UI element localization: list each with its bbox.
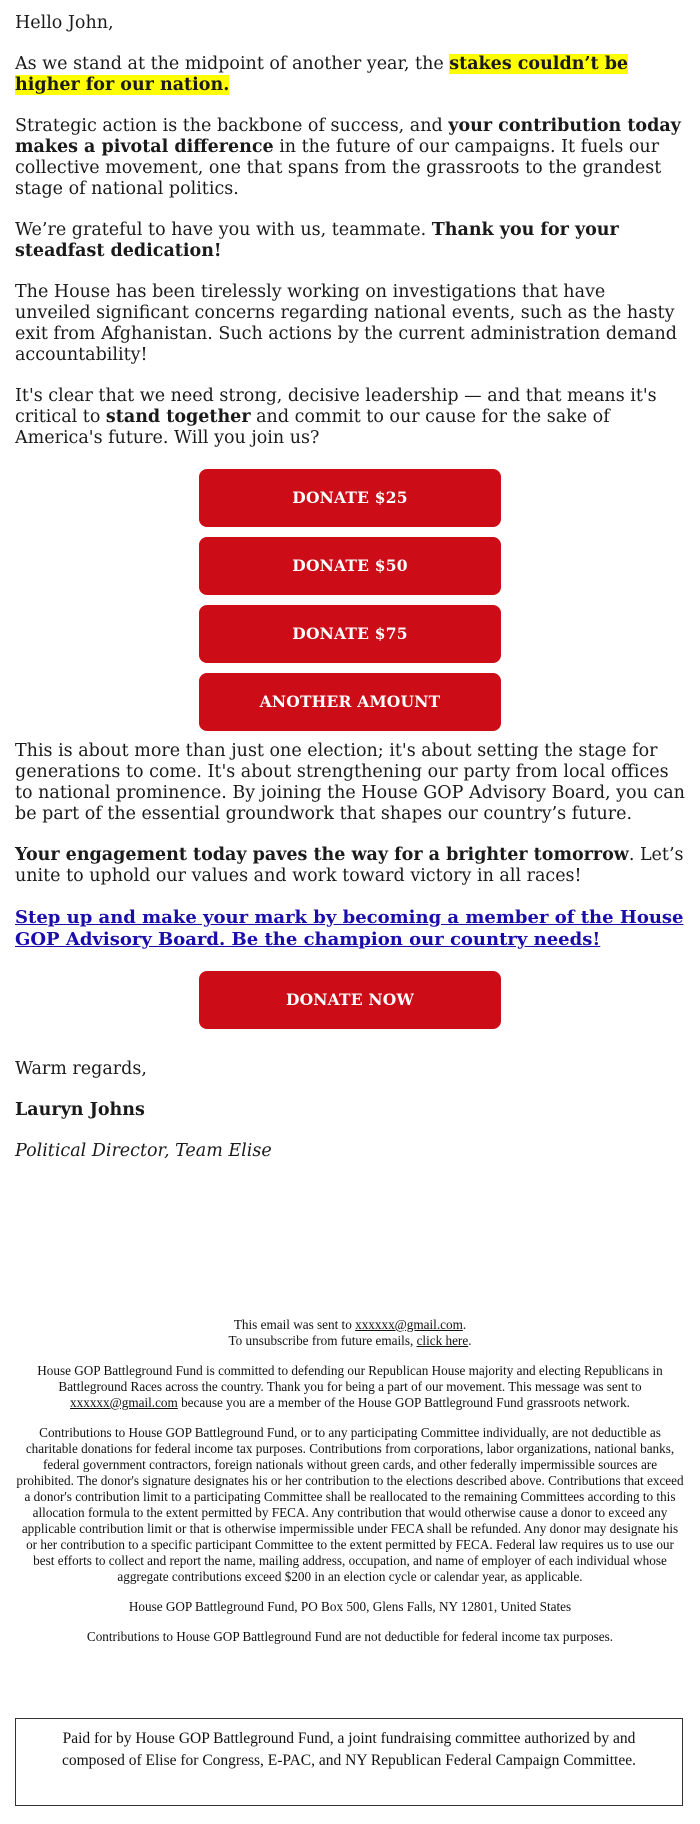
paragraph-stakes [15, 54, 685, 96]
another-amount-button[interactable]: ANOTHER AMOUNT [199, 673, 501, 731]
advisory-board-link[interactable]: Step up and make your mark by becoming a member of the House GOP Advisory Board. Be the champion our country needs! [15, 907, 684, 950]
footer-address: House GOP Battleground Fund, PO Box 500, Glens Falls, NY 12801, United States [128, 1599, 572, 1614]
paragraph-engagement-bold: Your engagement today paves the way for a brighter tomorrow [15, 845, 629, 865]
donate-now-button[interactable]: DONATE NOW [199, 971, 501, 1029]
paragraph-investigations: The House has been tirelessly working on investigations that have unveiled significant concerns regarding national events, such as the hasty exit from Afghanistan. Such actions by the current administration demand accountability! [15, 282, 677, 365]
paragraph-strategic-text-2: in the future of our campaigns. It fuels our collective movement, one that spans from the grassroots to the grandest stage of national politics. [15, 137, 662, 199]
footer-sent-to-prefix: This email was sent to [233, 1317, 356, 1332]
paragraph-grateful-text: We’re grateful to have you with us, teammate. [15, 220, 432, 240]
greeting: Hello John, [15, 13, 114, 33]
footer-committed-text-2: because you are a member of the House GOP Battleground Fund grassroots network. [177, 1395, 630, 1410]
cta-paragraph [15, 907, 685, 951]
email-body [15, 13, 685, 1182]
paragraph-leadership-text-2: and commit to our cause for the sake of America's future. Will you join us? [15, 407, 610, 448]
paragraph-strategic [15, 116, 685, 200]
paragraph-generations: This is about more than just one election; it's about setting the stage for generations to come. It's about strengthening our party from local offices to national prominence. By joining the House GOP Advisory Board, you can be part of the essential groundwork that shapes our country’s future. [15, 741, 685, 824]
donate-button-group [15, 469, 685, 731]
footer-not-deductible: Contributions to House GOP Battleground Fund are not deductible for federal income tax purposes. [86, 1629, 614, 1644]
paragraph-grateful [15, 220, 685, 262]
highlighted-stakes: stakes couldn’t be higher for our nation. [15, 54, 629, 95]
donate-75-button[interactable]: DONATE $75 [199, 605, 501, 663]
paragraph-leadership-text-1: It's clear that we need strong, decisive leadership — and that means it's critical to [15, 386, 657, 427]
footer-committed-email-link[interactable]: xxxxxx@gmail.com [70, 1395, 178, 1410]
footer-sent-to-suffix: . [462, 1317, 467, 1332]
footer-unsubscribe-suffix: . [468, 1333, 472, 1348]
footer-committed [15, 1363, 685, 1411]
footer-committed-text-1: House GOP Battleground Fund is committed to defending our Republican House majority and electing Republicans in Battleground Races across the country. Thank you for being a part of our movement. This message was sent to [37, 1363, 663, 1394]
donate-50-button[interactable]: DONATE $50 [199, 537, 501, 595]
paragraph-engagement-text: . Let’s unite to uphold our values and work toward victory in all races! [15, 845, 684, 886]
paragraph-strategic-text-1: Strategic action is the backbone of success, and [15, 116, 449, 136]
paragraph-strategic-bold: your contribution today makes a pivotal difference [15, 116, 681, 157]
footer-email-link[interactable]: xxxxxx@gmail.com [355, 1317, 463, 1332]
paragraph-engagement [15, 845, 685, 887]
donate-now-wrap [15, 971, 685, 1029]
signer-title: Political Director, Team Elise [15, 1141, 272, 1161]
paragraph-grateful-bold: Thank you for your steadfast dedication! [15, 220, 619, 261]
unsubscribe-link[interactable]: click here [416, 1333, 469, 1348]
closing: Warm regards, [15, 1059, 147, 1079]
paid-for-disclaimer: Paid for by House GOP Battleground Fund, a joint fundraising committee authorized by and composed of Elise for Congress, E-PAC, and NY Republican Federal Campaign Committee. [15, 1718, 683, 1806]
email-footer [15, 1317, 685, 1659]
donate-25-button[interactable]: DONATE $25 [199, 469, 501, 527]
footer-contributions: Contributions to House GOP Battleground Fund, or to any participating Committee individually, are not deductible as charitable donations for federal income tax purposes. Contributions from corporations, labor organizations, national banks, federal government contractors, foreign nationals without green cards, and other federally impermissible sources are prohibited. The donor's signature designates his or her contribution to the elections described above. Contributions that exceed a donor's contribution limit to a participating Committee shall be reallocated to the remaining Committees according to this allocation formula to the extent permitted by FECA. Any contribution that would otherwise cause a donor to exceed any applicable contribution limit or that is otherwise impermissible under FECA shall be refunded. Any donor may designate his or her contribution to a specific participant Committee to the extent permitted by FECA. Federal law requires us to use our best efforts to collect and report the name, mailing address, occupation, and name of employer of each individual whose aggregate contributions exceed $200 in an election cycle or calendar year, as applicable. [16, 1425, 684, 1584]
paragraph-leadership [15, 386, 685, 449]
footer-unsubscribe-prefix: To unsubscribe from future emails, [228, 1333, 417, 1348]
paragraph-stakes-text: As we stand at the midpoint of another year, the [15, 54, 450, 74]
footer-sent-to [15, 1317, 685, 1349]
paragraph-leadership-bold: stand together [105, 407, 251, 427]
signer-name: Lauryn Johns [15, 1100, 145, 1120]
